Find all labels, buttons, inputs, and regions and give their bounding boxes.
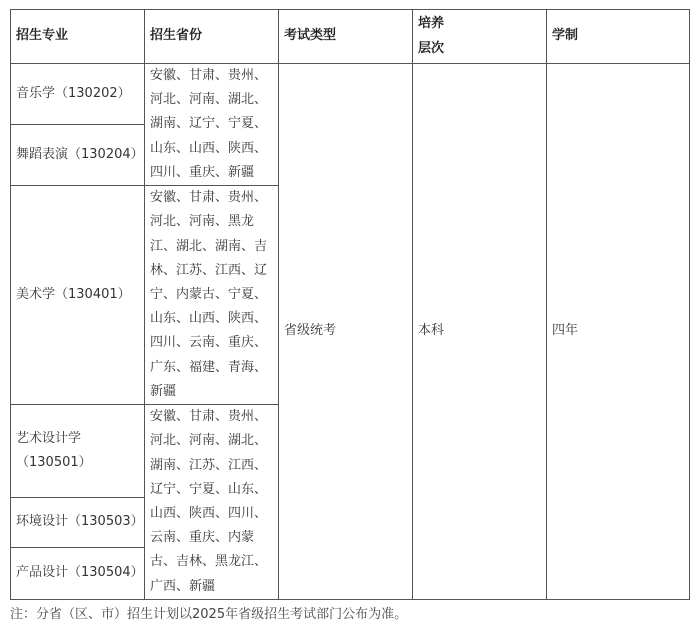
- footnote: 注：分省（区、市）招生计划以2025年省级招生考试部门公布为准。: [10, 607, 408, 622]
- header-provinces: 招生省份: [145, 10, 279, 64]
- province-cell: 安徽、甘肃、贵州、 河北、河南、黑龙 江、湖北、湖南、吉 林、江苏、江西、辽 宁、内蒙古、宁夏、 山东、山西、陕西、 四川、云南、重庆、 广东、福建、青海、 新疆: [145, 186, 279, 405]
- major-cell: 舞蹈表演（130204）: [11, 125, 145, 186]
- header-level: [413, 10, 547, 64]
- header-level-line2: 层次: [418, 40, 445, 56]
- header-row: [11, 10, 690, 64]
- table-row: [11, 64, 690, 125]
- exam-type-cell: 省级统考: [279, 64, 413, 600]
- province-cell: 安徽、甘肃、贵州、 河北、河南、湖北、 湖南、辽宁、宁夏、 山东、山西、陕西、 四川、重庆、新疆: [145, 64, 279, 186]
- header-level-line1: 培养: [418, 16, 445, 32]
- duration-cell: 四年: [547, 64, 690, 600]
- province-cell: 安徽、甘肃、贵州、 河北、河南、湖北、 湖南、江苏、江西、 辽宁、宁夏、山东、 山西、陕西、四川、 云南、重庆、内蒙 古、吉林、黑龙江、 广西、新疆: [145, 405, 279, 600]
- major-cell: 产品设计（130504）: [11, 548, 145, 600]
- level-cell: 本科: [413, 64, 547, 600]
- major-cell: 环境设计（130503）: [11, 498, 145, 548]
- admissions-table: [10, 9, 690, 600]
- major-cell: 美术学（130401）: [11, 186, 145, 405]
- header-exam-type: 考试类型: [279, 10, 413, 64]
- header-duration: 学制: [547, 10, 690, 64]
- major-cell: 音乐学（130202）: [11, 64, 145, 125]
- header-major: 招生专业: [11, 10, 145, 64]
- major-cell: 艺术设计学（130501）: [11, 405, 145, 498]
